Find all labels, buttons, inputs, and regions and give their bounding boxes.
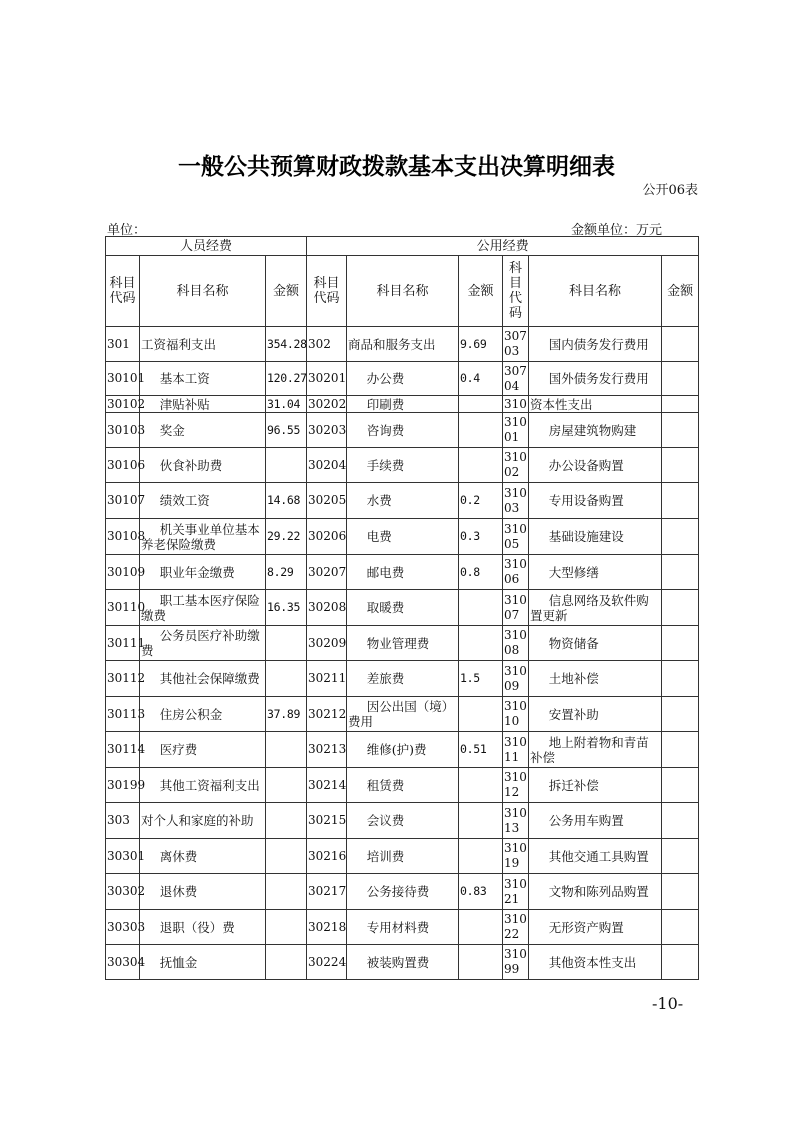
table-row [106,590,699,626]
capital-amount [662,396,699,413]
personnel-code: 30101 [106,362,140,396]
header-code-text: 科目代码 [509,261,523,321]
personnel-name: 基本工资 [140,362,266,396]
capital-code: 310 [504,396,527,411]
header-amount: 金额 [662,256,699,327]
personnel-name: 工资福利支出 [140,327,266,362]
header-code-text: 科目代码 [109,276,136,306]
public-name: 邮电费 [347,555,459,590]
capital-amount [662,697,699,732]
page-title: 一般公共预算财政拨款基本支出决算明细表 [178,154,615,180]
capital-code: 31001 [503,413,529,448]
capital-name: 物资储备 [529,626,662,661]
personnel-amount: 8.29 [266,555,307,590]
personnel-amount: 354.28 [266,327,307,362]
header-personnel: 人员经费 [106,237,307,256]
public-name: 专用材料费 [347,910,459,945]
public-code: 30207 [307,555,347,590]
public-amount: 0.4 [459,362,503,396]
personnel-name: 职工基本医疗保险缴费 [140,590,266,626]
public-amount [459,448,503,483]
table-row [106,327,699,362]
public-code: 30204 [307,448,347,483]
capital-name: 其他资本性支出 [529,945,662,980]
personnel-name: 机关事业单位基本养老保险缴费 [140,519,266,555]
personnel-code: 303 [106,803,140,839]
capital-amount [662,803,699,839]
header-code [503,256,529,327]
capital-name: 拆迁补偿 [529,768,662,803]
personnel-code: 30301 [106,839,140,874]
personnel-amount [266,448,307,483]
public-amount: 0.2 [459,483,503,519]
amount-unit-label: 金额单位：万元 [571,223,663,238]
header-row-columns [106,256,699,327]
personnel-amount: 29.22 [266,519,307,555]
table-row [106,448,699,483]
personnel-amount [266,874,307,910]
capital-name: 房屋建筑物购建 [529,413,662,448]
personnel-name: 退职（役）费 [140,910,266,945]
public-code: 30212 [307,697,347,732]
table-row [106,519,699,555]
public-amount [459,697,503,732]
table-row [106,483,699,519]
public-code: 30213 [307,732,347,768]
capital-name: 资本性支出 [529,396,662,413]
public-code: 30224 [307,945,347,980]
table-row [106,803,699,839]
personnel-code: 30112 [106,661,140,697]
capital-amount [662,626,699,661]
header-name: 科目名称 [347,256,459,327]
public-name: 会议费 [347,803,459,839]
capital-code: 31008 [503,626,529,661]
capital-name: 公务用车购置 [529,803,662,839]
table-row [106,661,699,697]
personnel-name: 医疗费 [140,732,266,768]
public-amount: 0.8 [459,555,503,590]
capital-name: 土地补偿 [529,661,662,697]
header-amount: 金额 [459,256,503,327]
public-name: 公务接待费 [347,874,459,910]
public-code: 30214 [307,768,347,803]
public-amount [459,396,503,413]
table-row [106,732,699,768]
table-row [106,697,699,732]
capital-code: 31002 [503,448,529,483]
capital-amount [662,327,699,362]
table-row [106,874,699,910]
public-amount [459,626,503,661]
personnel-code: 30304 [106,945,140,980]
personnel-code: 30199 [106,768,140,803]
personnel-amount [266,768,307,803]
personnel-name: 伙食补助费 [140,448,266,483]
table-row [106,362,699,396]
personnel-amount: 96.55 [266,413,307,448]
capital-amount [662,590,699,626]
public-code: 30202 [308,396,347,411]
personnel-amount [266,945,307,980]
capital-code: 31009 [503,661,529,697]
capital-name: 专用设备购置 [529,483,662,519]
header-row-group [106,237,699,256]
capital-amount [662,413,699,448]
capital-name: 其他交通工具购置 [529,839,662,874]
capital-code: 31011 [503,732,529,768]
header-name: 科目名称 [140,256,266,327]
capital-amount [662,945,699,980]
personnel-name: 住房公积金 [140,697,266,732]
capital-name: 大型修缮 [529,555,662,590]
public-code: 302 [307,327,347,362]
header-code-text: 科目代码 [313,276,340,306]
personnel-code: 30303 [106,910,140,945]
public-code: 30211 [307,661,347,697]
public-amount [459,768,503,803]
public-code: 30215 [307,803,347,839]
capital-code: 31021 [503,874,529,910]
public-name: 维修(护)费 [347,732,459,768]
personnel-name: 其他社会保障缴费 [140,661,266,697]
personnel-name: 退休费 [140,874,266,910]
personnel-amount [266,661,307,697]
personnel-amount [266,839,307,874]
public-code: 30206 [307,519,347,555]
public-name: 物业管理费 [347,626,459,661]
public-amount: 9.69 [459,327,503,362]
form-number: 公开06表 [642,183,698,198]
public-code: 30216 [307,839,347,874]
personnel-name: 奖金 [140,413,266,448]
capital-name: 国外债务发行费用 [529,362,662,396]
header-public: 公用经费 [307,237,699,256]
personnel-name: 职业年金缴费 [140,555,266,590]
capital-code: 31010 [503,697,529,732]
capital-amount [662,661,699,697]
header-amount: 金额 [266,256,307,327]
expenditure-detail-table [105,236,699,980]
capital-amount [662,448,699,483]
page-number: -10- [652,994,684,1013]
capital-name: 安置补助 [529,697,662,732]
public-name: 被装购置费 [347,945,459,980]
public-amount [459,910,503,945]
public-amount [459,839,503,874]
public-name: 取暖费 [347,590,459,626]
capital-code: 31006 [503,555,529,590]
unit-label: 单位： [107,223,147,238]
table-row [106,839,699,874]
public-amount: 1.5 [459,661,503,697]
capital-amount [662,910,699,945]
public-code: 30217 [307,874,347,910]
personnel-code: 30106 [106,448,140,483]
capital-name: 信息网络及软件购置更新 [529,590,662,626]
personnel-amount [266,626,307,661]
public-amount: 0.51 [459,732,503,768]
capital-name: 基础设施建设 [529,519,662,555]
capital-amount [662,732,699,768]
capital-name: 无形资产购置 [529,910,662,945]
capital-code: 31022 [503,910,529,945]
personnel-code: 301 [106,327,140,362]
public-name: 租赁费 [347,768,459,803]
capital-name: 文物和陈列品购置 [529,874,662,910]
public-amount: 0.83 [459,874,503,910]
public-name: 培训费 [347,839,459,874]
personnel-code: 30111 [106,626,140,661]
table-row [106,626,699,661]
personnel-name: 对个人和家庭的补助 [140,803,266,839]
table-row [106,945,699,980]
public-name: 印刷费 [347,396,459,413]
personnel-code: 30110 [106,590,140,626]
public-name: 电费 [347,519,459,555]
personnel-amount: 120.27 [266,362,307,396]
personnel-amount: 31.04 [266,396,307,413]
capital-amount [662,483,699,519]
capital-name: 地上附着物和青苗补偿 [529,732,662,768]
public-code: 30218 [307,910,347,945]
public-name: 商品和服务支出 [347,327,459,362]
public-code: 30209 [307,626,347,661]
personnel-name: 公务员医疗补助缴费 [140,626,266,661]
capital-code: 30704 [503,362,529,396]
public-code: 30203 [307,413,347,448]
table-row [106,555,699,590]
capital-amount [662,839,699,874]
table-row [106,413,699,448]
personnel-code: 30302 [106,874,140,910]
capital-code: 31099 [503,945,529,980]
capital-amount [662,519,699,555]
personnel-code: 30108 [106,519,140,555]
public-name: 办公费 [347,362,459,396]
capital-code: 31007 [503,590,529,626]
capital-code: 30703 [503,327,529,362]
public-name: 咨询费 [347,413,459,448]
personnel-name: 离休费 [140,839,266,874]
capital-amount [662,555,699,590]
personnel-code: 30103 [106,413,140,448]
header-code [307,256,347,327]
capital-amount [662,768,699,803]
personnel-name: 抚恤金 [140,945,266,980]
public-name: 差旅费 [347,661,459,697]
header-code [106,256,140,327]
table-row [106,910,699,945]
header-name: 科目名称 [529,256,662,327]
capital-amount [662,362,699,396]
capital-code: 31005 [503,519,529,555]
personnel-amount [266,910,307,945]
personnel-amount [266,803,307,839]
personnel-code: 30113 [106,697,140,732]
public-code: 30201 [307,362,347,396]
public-amount: 0.3 [459,519,503,555]
personnel-amount: 37.89 [266,697,307,732]
public-amount [459,803,503,839]
capital-amount [662,874,699,910]
table-row [106,396,699,413]
personnel-code: 30107 [106,483,140,519]
capital-name: 办公设备购置 [529,448,662,483]
personnel-code: 30114 [106,732,140,768]
capital-code: 31003 [503,483,529,519]
public-name: 因公出国（境）费用 [347,697,459,732]
personnel-amount [266,732,307,768]
public-amount [459,590,503,626]
table-row [106,768,699,803]
capital-code: 31013 [503,803,529,839]
capital-code: 31019 [503,839,529,874]
personnel-code: 30102 [107,396,146,411]
public-code: 30208 [307,590,347,626]
personnel-name: 津贴补贴 [140,396,266,413]
personnel-code: 30109 [106,555,140,590]
public-amount [459,945,503,980]
public-name: 水费 [347,483,459,519]
personnel-amount: 14.68 [266,483,307,519]
public-code: 30205 [307,483,347,519]
personnel-name: 绩效工资 [140,483,266,519]
personnel-name: 其他工资福利支出 [140,768,266,803]
capital-code: 31012 [503,768,529,803]
public-name: 手续费 [347,448,459,483]
personnel-amount: 16.35 [266,590,307,626]
capital-name: 国内债务发行费用 [529,327,662,362]
public-amount [459,413,503,448]
